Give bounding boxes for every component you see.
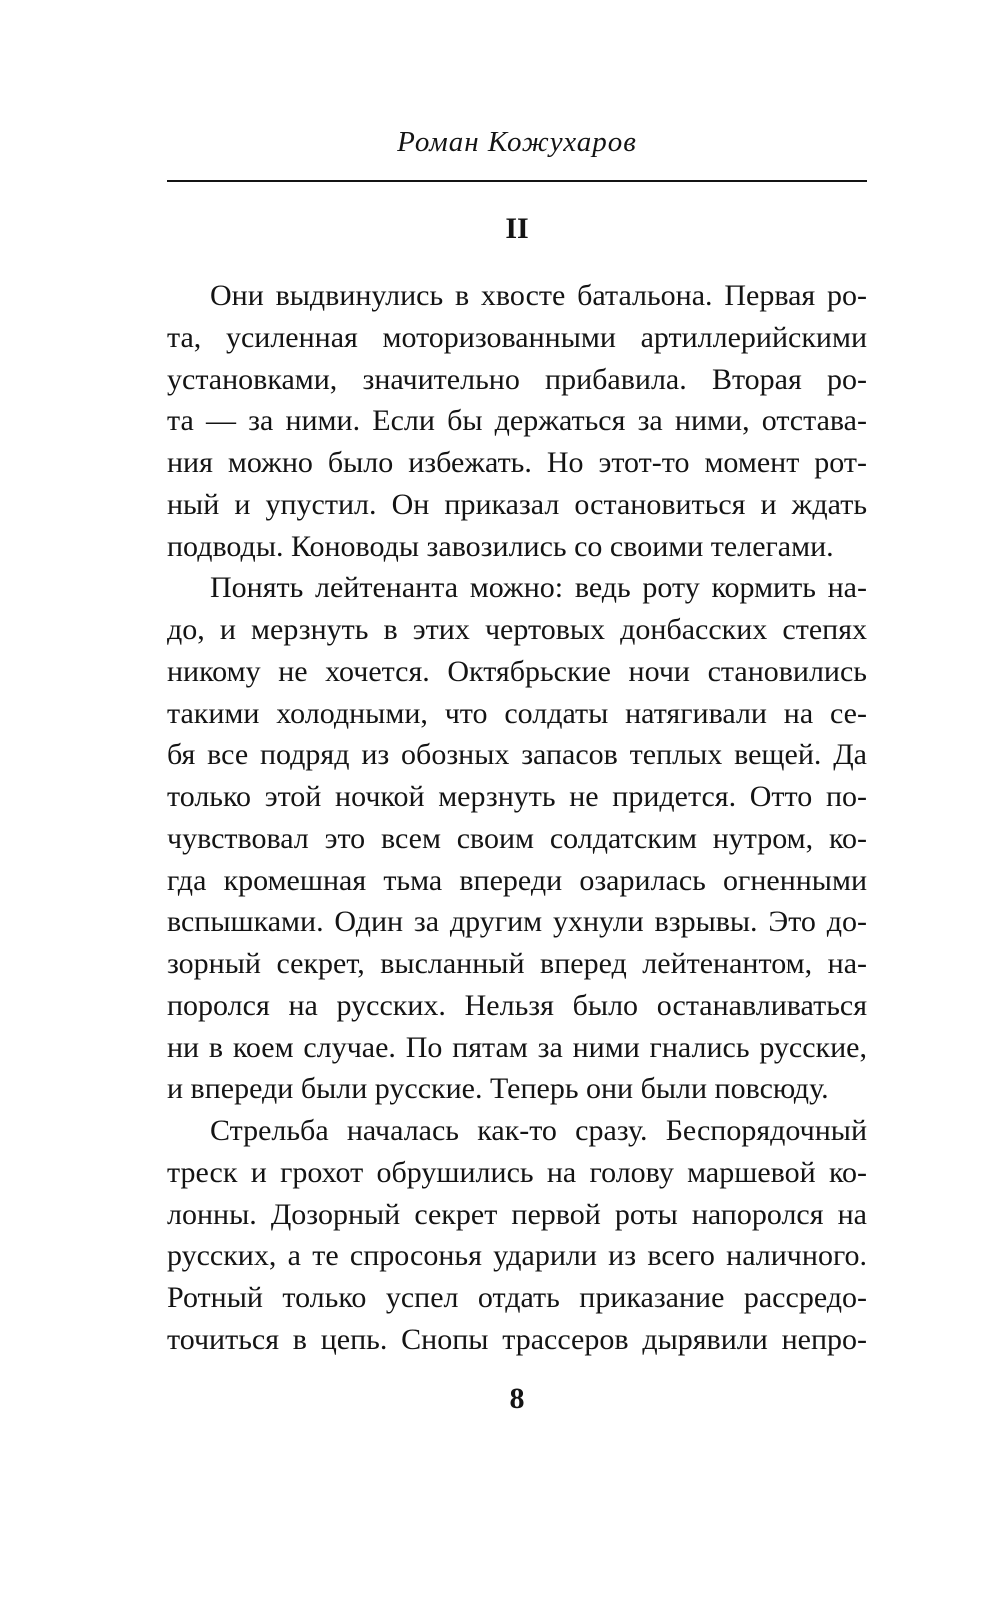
text-line: такими холодными, что солдаты натягивали на се- [167,696,867,730]
text-line: бя все подряд из обозных запасов теплых вещей. Да [167,738,867,772]
text-line: Они выдвинулись в хвосте батальона. Первая ро- [210,279,867,312]
text-line: подводы. Коноводы завозились со своими телегами. [167,529,834,563]
text-line: та, усиленная моторизованными артиллерийскими [167,320,867,354]
text-line: та — за ними. Если бы держаться за ними, отстава- [167,404,867,438]
text-line: установками, значительно прибавила. Вторая ро- [167,362,867,396]
text-line: точиться в цепь. Снопы трассеров дырявили непро- [167,1322,867,1356]
text-line: до, и мерзнуть в этих чертовых донбасских степях [167,613,867,646]
running-head-title: Роман Кожухаров [397,126,637,158]
text-line: лонны. Дозорный секрет первой роты напоролся на [167,1197,867,1231]
text-line: вспышками. Один за другим ухнули взрывы. Это до- [167,905,867,939]
text-line: ный и упустил. Он приказал остановиться и ждать [167,487,867,521]
text-line: Понять лейтенанта можно: ведь роту кормить на- [210,571,867,605]
text-line: треск и грохот обрушились на голову маршевой ко- [167,1155,867,1189]
text-line: только этой ночкой мерзнуть не придется. Отто по- [167,780,867,813]
text-line: ни в коем случае. По пятам за ними гнались русские, [167,1030,867,1064]
text-line: и впереди были русские. Теперь они были повсюду. [167,1072,829,1106]
text-line: никому не хочется. Октябрьские ночи становились [167,654,867,688]
text-line: ния можно было избежать. Но этот-то момент рот- [167,446,867,479]
text-line: зорный секрет, высланный вперед лейтенантом, на- [167,947,867,980]
body-text [167,275,867,1361]
text-line: чувствовал это всем своим солдатским нутром, ко- [167,821,867,855]
text-line: русских, а те спросонья ударили из всего наличного. [167,1239,867,1273]
text-line: Стрельба началась как-то сразу. Беспорядочный [210,1114,867,1147]
header-rule [167,180,867,182]
text-line: Ротный только успел отдать приказание рассредо- [167,1281,867,1314]
text-line: поролся на русских. Нельзя было останавливаться [167,988,867,1022]
page-number: 8 [509,1382,525,1415]
chapter-number: II [505,212,529,245]
text-line: гда кромешная тьма впереди озарилась огненными [167,863,867,897]
